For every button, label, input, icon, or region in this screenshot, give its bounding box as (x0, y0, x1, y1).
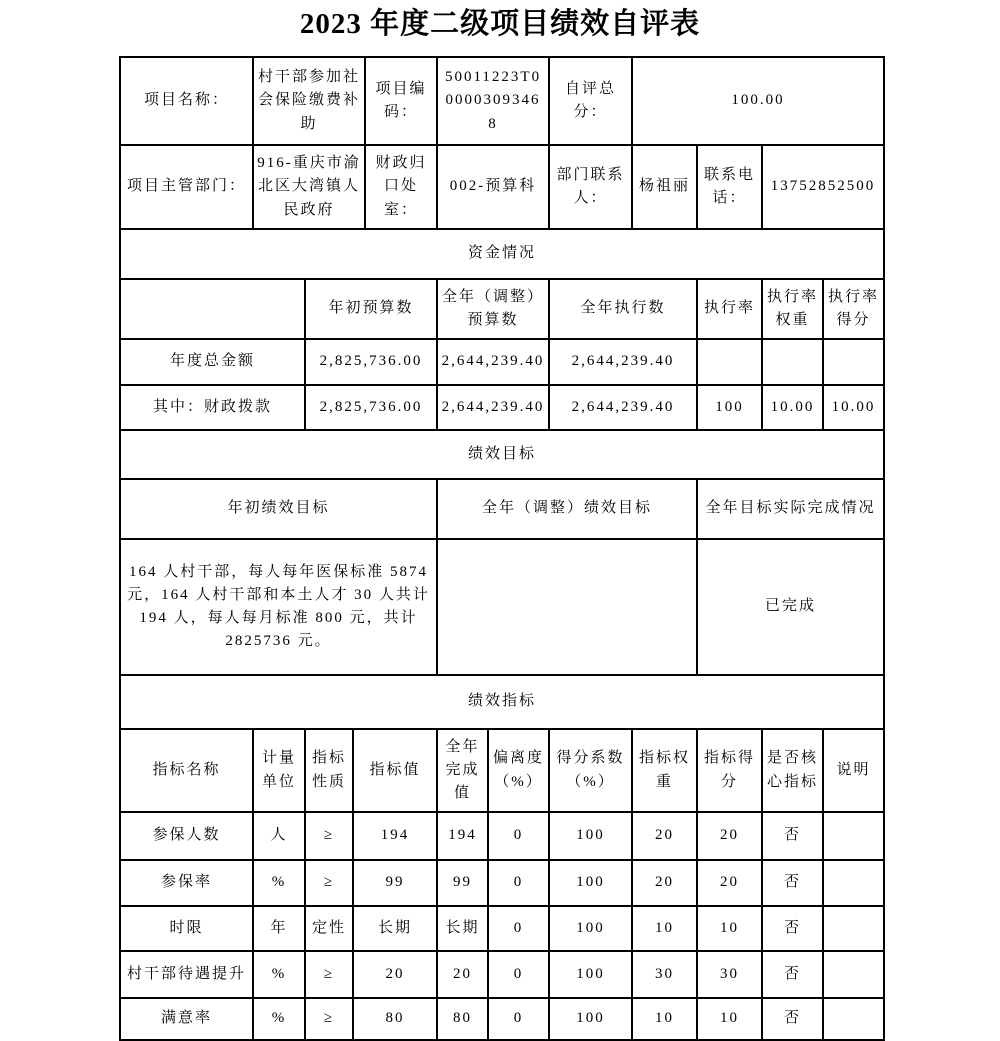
indicator-core: 否 (762, 998, 823, 1040)
indicators-header-row (120, 729, 884, 812)
funding-section-row (120, 229, 884, 279)
self-score-label: 自评总分： (549, 57, 632, 145)
indicator-note (823, 951, 884, 998)
indicator-coefficient: 100 (549, 860, 632, 906)
funding-adjusted-budget: 2,644,239.40 (437, 385, 549, 430)
finance-office-label: 财政归口处室： (365, 145, 437, 229)
indicator-col-header-completed: 全年完成值 (437, 729, 488, 812)
indicator-core: 否 (762, 906, 823, 951)
funding-rate-weight (762, 339, 823, 385)
initial-target-text: 164 人村干部，每人每年医保标准 5874 元，164 人村干部和本土人才 30 人共计 194 人，每人每月标准 800 元，共计 2825736 元。 (120, 539, 437, 675)
funding-col-header-rate: 执行率 (697, 279, 762, 339)
indicator-unit: % (253, 951, 305, 998)
phone-label: 联系电话： (697, 145, 762, 229)
indicator-name: 参保率 (120, 860, 253, 906)
indicator-unit: % (253, 860, 305, 906)
indicator-nature: 定性 (305, 906, 353, 951)
indicator-col-header-score: 指标得分 (697, 729, 762, 812)
indicator-target: 99 (353, 860, 437, 906)
funding-col-header-blank (120, 279, 305, 339)
indicator-target: 20 (353, 951, 437, 998)
funding-row-total (120, 339, 884, 385)
indicator-name: 参保人数 (120, 812, 253, 860)
funding-section-title: 资金情况 (120, 229, 884, 279)
indicator-score: 30 (697, 951, 762, 998)
indicator-score: 20 (697, 860, 762, 906)
indicator-note (823, 812, 884, 860)
targets-col-header-completion: 全年目标实际完成情况 (697, 479, 884, 539)
indicator-weight: 20 (632, 860, 697, 906)
funding-initial-budget: 2,825,736.00 (305, 385, 437, 430)
project-info-row-1 (120, 57, 884, 145)
project-info-row-2 (120, 145, 884, 229)
funding-col-header-rate-weight: 执行率权重 (762, 279, 823, 339)
completion-status: 已完成 (697, 539, 884, 675)
project-name-value: 村干部参加社会保险缴费补助 (253, 57, 365, 145)
indicator-col-header-unit: 计量单位 (253, 729, 305, 812)
indicator-unit: 年 (253, 906, 305, 951)
funding-header-row (120, 279, 884, 339)
indicator-unit: % (253, 998, 305, 1040)
indicator-row (120, 906, 884, 951)
indicator-completed: 80 (437, 998, 488, 1040)
project-code-label: 项目编码： (365, 57, 437, 145)
indicator-coefficient: 100 (549, 951, 632, 998)
targets-col-header-initial: 年初绩效目标 (120, 479, 437, 539)
indicator-nature: ≥ (305, 951, 353, 998)
funding-row-name: 其中：财政拨款 (120, 385, 305, 430)
indicator-row (120, 951, 884, 998)
indicator-completed: 长期 (437, 906, 488, 951)
funding-executed: 2,644,239.40 (549, 339, 697, 385)
funding-row-fiscal (120, 385, 884, 430)
adjusted-target-text (437, 539, 697, 675)
funding-rate-weight: 10.00 (762, 385, 823, 430)
funding-col-header-initial: 年初预算数 (305, 279, 437, 339)
funding-row-name: 年度总金额 (120, 339, 305, 385)
indicator-target: 长期 (353, 906, 437, 951)
indicator-weight: 10 (632, 906, 697, 951)
indicator-note (823, 998, 884, 1040)
indicator-col-header-nature: 指标性质 (305, 729, 353, 812)
indicator-score: 10 (697, 998, 762, 1040)
indicator-col-header-core: 是否核心指标 (762, 729, 823, 812)
indicator-deviation: 0 (488, 860, 549, 906)
indicator-unit: 人 (253, 812, 305, 860)
indicator-deviation: 0 (488, 812, 549, 860)
indicator-col-header-target: 指标值 (353, 729, 437, 812)
indicator-name: 时限 (120, 906, 253, 951)
indicator-nature: ≥ (305, 860, 353, 906)
funding-col-header-executed: 全年执行数 (549, 279, 697, 339)
funding-initial-budget: 2,825,736.00 (305, 339, 437, 385)
indicator-col-header-note: 说明 (823, 729, 884, 812)
indicator-nature: ≥ (305, 812, 353, 860)
indicator-coefficient: 100 (549, 812, 632, 860)
indicator-core: 否 (762, 812, 823, 860)
funding-col-header-adjusted: 全年（调整）预算数 (437, 279, 549, 339)
indicators-section-title: 绩效指标 (120, 675, 884, 729)
indicator-col-header-weight: 指标权重 (632, 729, 697, 812)
indicators-section-row (120, 675, 884, 729)
indicator-deviation: 0 (488, 951, 549, 998)
targets-header-row (120, 479, 884, 539)
indicator-completed: 194 (437, 812, 488, 860)
project-name-label: 项目名称： (120, 57, 253, 145)
indicator-note (823, 860, 884, 906)
indicator-coefficient: 100 (549, 906, 632, 951)
indicator-core: 否 (762, 860, 823, 906)
dept-label: 项目主管部门： (120, 145, 253, 229)
contact-value: 杨祖丽 (632, 145, 697, 229)
targets-section-row (120, 430, 884, 479)
indicator-col-header-name: 指标名称 (120, 729, 253, 812)
indicator-deviation: 0 (488, 998, 549, 1040)
indicator-row (120, 860, 884, 906)
indicator-row (120, 998, 884, 1040)
funding-rate: 100 (697, 385, 762, 430)
indicator-coefficient: 100 (549, 998, 632, 1040)
indicator-score: 10 (697, 906, 762, 951)
indicator-row (120, 812, 884, 860)
indicator-target: 194 (353, 812, 437, 860)
funding-executed: 2,644,239.40 (549, 385, 697, 430)
page-title: 2023 年度二级项目绩效自评表 (299, 8, 701, 40)
funding-rate-score (823, 339, 884, 385)
indicator-core: 否 (762, 951, 823, 998)
indicator-weight: 20 (632, 812, 697, 860)
indicator-score: 20 (697, 812, 762, 860)
indicator-deviation: 0 (488, 906, 549, 951)
indicator-note (823, 906, 884, 951)
indicator-completed: 20 (437, 951, 488, 998)
indicator-col-header-deviation: 偏离度（%） (488, 729, 549, 812)
contact-label: 部门联系人： (549, 145, 632, 229)
indicator-completed: 99 (437, 860, 488, 906)
self-evaluation-table (119, 56, 885, 1041)
funding-adjusted-budget: 2,644,239.40 (437, 339, 549, 385)
targets-col-header-adjusted: 全年（调整）绩效目标 (437, 479, 697, 539)
indicator-target: 80 (353, 998, 437, 1040)
indicator-col-header-coefficient: 得分系数（%） (549, 729, 632, 812)
indicator-name: 村干部待遇提升 (120, 951, 253, 998)
self-score-value: 100.00 (632, 57, 884, 145)
indicator-name: 满意率 (120, 998, 253, 1040)
indicator-weight: 30 (632, 951, 697, 998)
indicator-nature: ≥ (305, 998, 353, 1040)
targets-section-title: 绩效目标 (120, 430, 884, 479)
indicator-weight: 10 (632, 998, 697, 1040)
funding-col-header-rate-score: 执行率得分 (823, 279, 884, 339)
phone-value: 13752852500 (762, 145, 884, 229)
funding-rate (697, 339, 762, 385)
targets-content-row (120, 539, 884, 675)
project-code-value: 50011223T000003093468 (437, 57, 549, 145)
funding-rate-score: 10.00 (823, 385, 884, 430)
dept-value: 916-重庆市渝北区大湾镇人民政府 (253, 145, 365, 229)
finance-office-value: 002-预算科 (437, 145, 549, 229)
